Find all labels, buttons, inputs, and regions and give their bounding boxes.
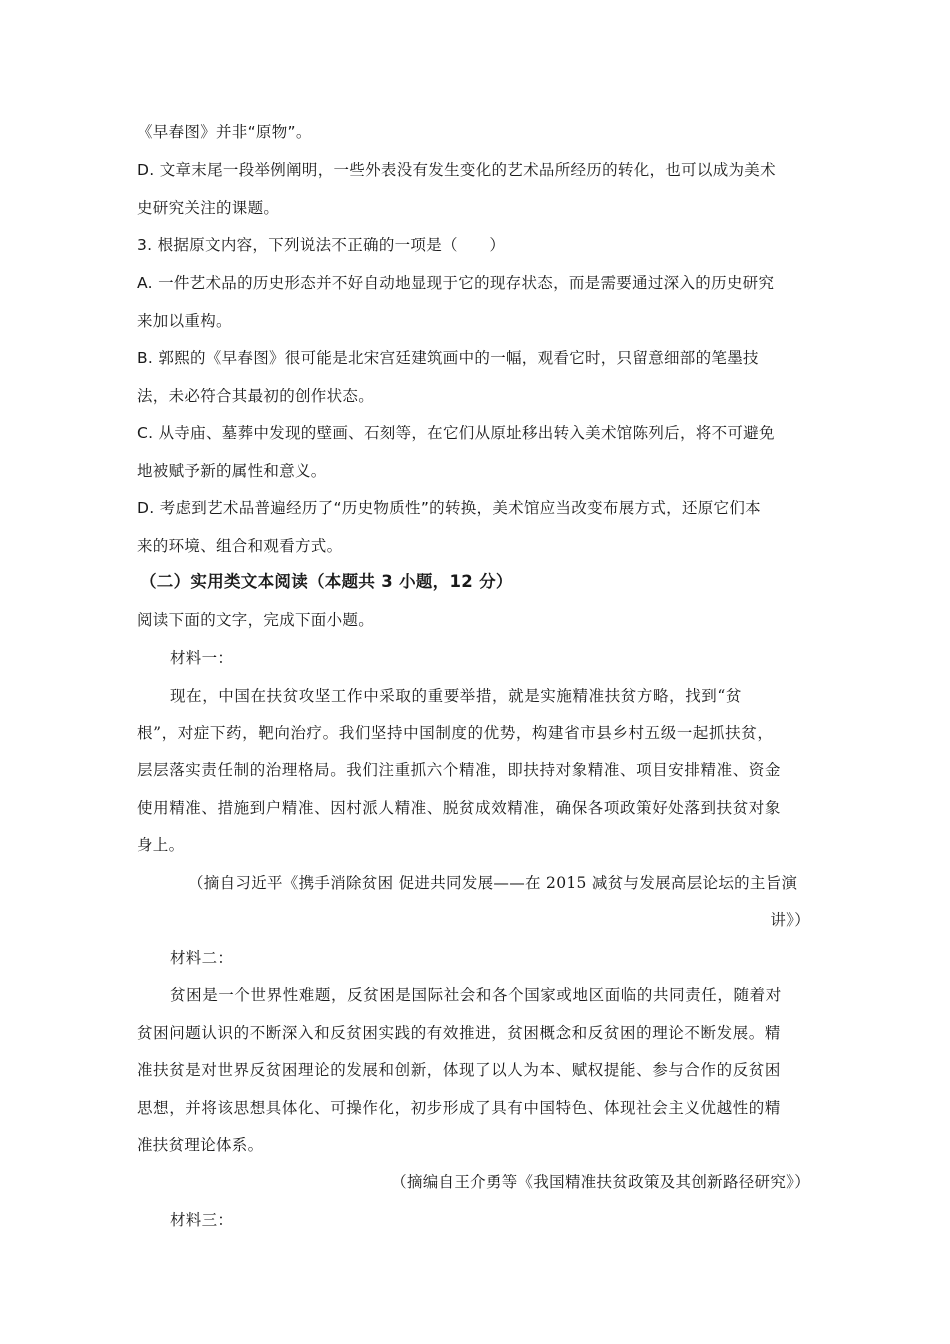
option-a-line2: 来加以重构。 <box>137 312 232 330</box>
material1-source: （摘自习近平《携手消除贫困 促进共同发展——在 2015 减贫与发展高层论坛的主旨演 <box>188 874 798 892</box>
text-line: 《早春图》并非“原物”。 <box>137 123 312 141</box>
option-c-line1: C. 从寺庙、墓葬中发现的壁画、石刻等，在它们从原址移出转入美术馆陈列后，将不可避免 <box>137 424 775 442</box>
material1-line: 层层落实责任制的治理格局。我们注重抓六个精准，即扶持对象精准、项目安排精准、资金 <box>137 761 782 779</box>
material2-label: 材料二： <box>170 949 234 967</box>
material2-line: 准扶贫是对世界反贫困理论的发展和创新，体现了以人为本、赋权提能、参与合作的反贫困 <box>137 1061 782 1079</box>
material2-line: 贫困问题认识的不断深入和反贫困实践的有效推进，贫困概念和反贫困的理论不断发展。精 <box>137 1024 782 1042</box>
option-d2-line2: 来的环境、组合和观看方式。 <box>137 537 343 555</box>
option-c-line2: 地被赋予新的属性和意义。 <box>137 462 327 480</box>
option-b-line2: 法，未必符合其最初的创作状态。 <box>137 387 375 405</box>
material2-source: （摘编自王介勇等《我国精准扶贫政策及其创新路径研究》） <box>391 1173 810 1191</box>
material2-line: 思想，并将该思想具体化、可操作化，初步形成了具有中国特色、体现社会主义优越性的精 <box>137 1099 782 1117</box>
material1-source-end: 讲》） <box>770 911 810 929</box>
material1-line: 根”，对症下药，靶向治疗。我们坚持中国制度的优势，构建省市县乡村五级一起抓扶贫， <box>137 724 774 742</box>
material3-label: 材料三： <box>170 1211 234 1229</box>
material1-line: 使用精准、措施到户精准、因村派人精准、脱贫成效精准，确保各项政策好处落到扶贫对象 <box>137 799 782 817</box>
section-heading: （二）实用类文本阅读（本题共 3 小题，12 分） <box>140 572 513 591</box>
material2-line: 准扶贫理论体系。 <box>137 1136 264 1154</box>
option-d-line2: 史研究关注的课题。 <box>137 199 280 217</box>
material1-line: 现在，中国在扶贫攻坚工作中采取的重要举措，就是实施精准扶贫方略，找到“贫 <box>170 687 743 705</box>
section-instruction: 阅读下面的文字，完成下面小题。 <box>137 611 375 629</box>
material1-label: 材料一： <box>170 649 234 667</box>
option-d2-line1: D. 考虑到艺术品普遍经历了“历史物质性”的转换，美术馆应当改变布展方式，还原它们本 <box>137 499 761 517</box>
material1-line: 身上。 <box>137 836 185 854</box>
option-a-line1: A. 一件艺术品的历史形态并不好自动地显现于它的现存状态，而是需要通过深入的历史研究 <box>137 274 775 292</box>
option-d-line1: D. 文章末尾一段举例阐明，一些外表没有发生变化的艺术品所经历的转化，也可以成为美术 <box>137 161 776 179</box>
option-b-line1: B. 郭熙的《早春图》很可能是北宋宫廷建筑画中的一幅，观看它时，只留意细部的笔墨技 <box>137 349 759 367</box>
question-3: 3. 根据原文内容，下列说法不正确的一项是（ ） <box>137 236 506 254</box>
material2-line: 贫困是一个世界性难题，反贫困是国际社会和各个国家或地区面临的共同责任，随着对 <box>170 986 782 1004</box>
